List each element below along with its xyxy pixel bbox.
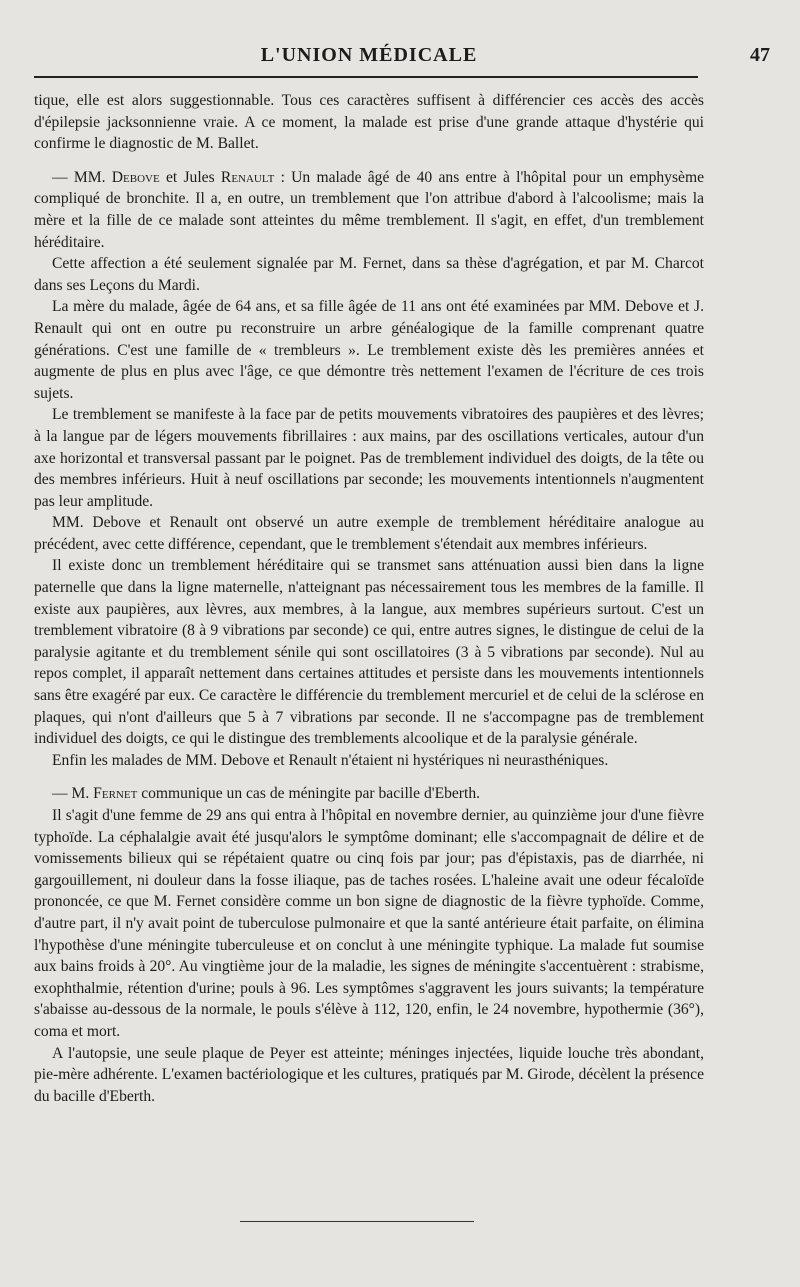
author-name: Renault — [220, 168, 275, 186]
article-body — [34, 90, 704, 1107]
paragraph-text: communique un cas de méningite par bacille d'Eberth. — [141, 785, 481, 803]
paragraph-debove-renault — [34, 167, 704, 253]
paragraph: Le tremblement se manifeste à la face par de petits mouvements vibratoires des paupières et des lèvres; à la langue par de légers mouvements fibrillaires : aux mains, par des oscillations verticales, autour d'un axe horizontal et transversal passant par le poignet. Pas de tremblement individuel des doigts, de la tête ou des membres inférieurs. Huit à neuf oscillations par seconde; les mouvements intentionnels n'augmentent pas leur amplitude. — [34, 406, 704, 510]
paragraph-lead: — M. — [52, 785, 90, 803]
page-header — [34, 44, 770, 70]
running-title: L'UNION MÉDICALE — [260, 44, 478, 66]
paragraph-fernet — [34, 783, 704, 805]
author-name: Debove — [111, 168, 160, 186]
paragraph: tique, elle est alors suggestionnable. Tous ces caractères suffisent à différencier ces accès des accès d'épilepsie jacksonnienne vraie. A ce moment, la malade est prise d'une grande attaque d'hystérie qui confirme le diagnostic de M. Ballet. — [34, 92, 704, 153]
paragraph: La mère du malade, âgée de 64 ans, et sa fille âgée de 11 ans ont été examinées par MM. Debove et J. Renault qui ont en outre pu reconstruire un arbre généalogique de la famille comprenant quatre générations. C'est une famille de « trembleurs ». Le tremblement existe dès les premières années et augmente de plus en plus avec l'âge, ce que démontre très nettement l'examen de l'écriture de ces trois sujets. — [34, 298, 704, 402]
paragraph: A l'autopsie, une seule plaque de Peyer est atteinte; méninges injectées, liquide louche très abondant, pie-mère adhérente. L'examen bactériologique et les cultures, pratiqués par M. Girode, décèlent la présence du bacille d'Eberth. — [34, 1044, 705, 1105]
header-rule — [34, 76, 698, 78]
paragraph-lead: — MM. — [52, 168, 106, 186]
paragraph: MM. Debove et Renault ont observé un autre exemple de tremblement héréditaire analogue au précédent, avec cette différence, cependant, que le tremblement s'étendait aux membres inférieurs. — [34, 514, 704, 553]
paragraph: Il s'agit d'une femme de 29 ans qui entra à l'hôpital en novembre dernier, au quinzième jour d'une fièvre typhoïde. La céphalalgie avait été jusqu'alors le symptôme dominant; elle s'accompagnait de délire et de vomissements bilieux qui se répétaient quatre ou cinq fois par jour; pas d'épistaxis, pas de diarrhée, ni gargouillement, ni douleur dans la fosse iliaque, pas de taches rosées. L'haleine avait une odeur fécaloïde prononcée, ce que M. Fernet considère comme un bon signe de diagnostic de la fièvre typhoïde. Comme, d'autre part, il n'y avait point de tuberculose pulmonaire et que la santé antérieure était parfaite, on élimina l'hypothèse d'une méningite tuberculeuse et on conclut à une méningite typhique. La malade fut soumise aux bains froids à 20°. Au vingtième jour de la maladie, les signes de méningite s'accentuèrent : strabisme, exophthalmie, rétention d'urine; pouls à 96. Les symptômes s'aggravent les jours suivants; la température s'abaisse au-dessous de la normale, le pouls s'élève à 112, 120, enfin, le 24 novembre, hypothermie (36°), coma et mort. — [34, 807, 704, 1040]
author-name: Fernet — [93, 785, 138, 803]
footer-rule — [240, 1221, 474, 1222]
page-number: 47 — [750, 44, 770, 66]
paragraph: Enfin les malades de MM. Debove et Renault n'étaient ni hystériques ni neurasthéniques. — [52, 751, 609, 769]
paragraph-lead: et Jules — [165, 168, 215, 186]
paragraph: Il existe donc un tremblement héréditaire qui se transmet sans atténuation aussi bien dans la ligne paternelle que dans la ligne maternelle, n'atteignant pas nécessairement tous les membres de la famille. Il existe aux paupières, aux lèvres, aux membres, à la langue, aux membres supérieurs surtout. C'est un tremblement vibratoire (8 à 9 vibrations par seconde) ce qui, entre autres signes, le distingue de celui de la paralysie agitante et du tremblement sénile qui sont oscillatoires (3 à 5 vibrations par seconde). Nul au repos complet, il apparaît nettement dans certaines attitudes et persiste dans les mouvements intentionnels sans être exagéré par eux. Ce caractère le différencie du tremblement mercuriel et de celui de la sclérose en plaques, qui n'ont d'ailleurs que 5 à 7 vibrations par seconde. Il ne s'accompagne pas de tremblement individuel des doigts, ce qui le distingue des tremblements alcoolique et de la paralysie générale. — [34, 557, 704, 748]
paragraph: Cette affection a été seulement signalée par M. Fernet, dans sa thèse d'agrégation, et par M. Charcot dans ses Leçons du Mardi. — [34, 255, 704, 294]
paragraph-text: : Un malade âgé de 40 ans entre à l'hôpital pour un emphysème compliqué de bronchite. Il a, en outre, un tremblement que l'on attribue d'abord à l'alcoolisme; mais la mère et la fille de ce malade sont atteintes du même tremblement. Il s'agit, en effet, d'un tremblement héréditaire. — [34, 168, 704, 251]
